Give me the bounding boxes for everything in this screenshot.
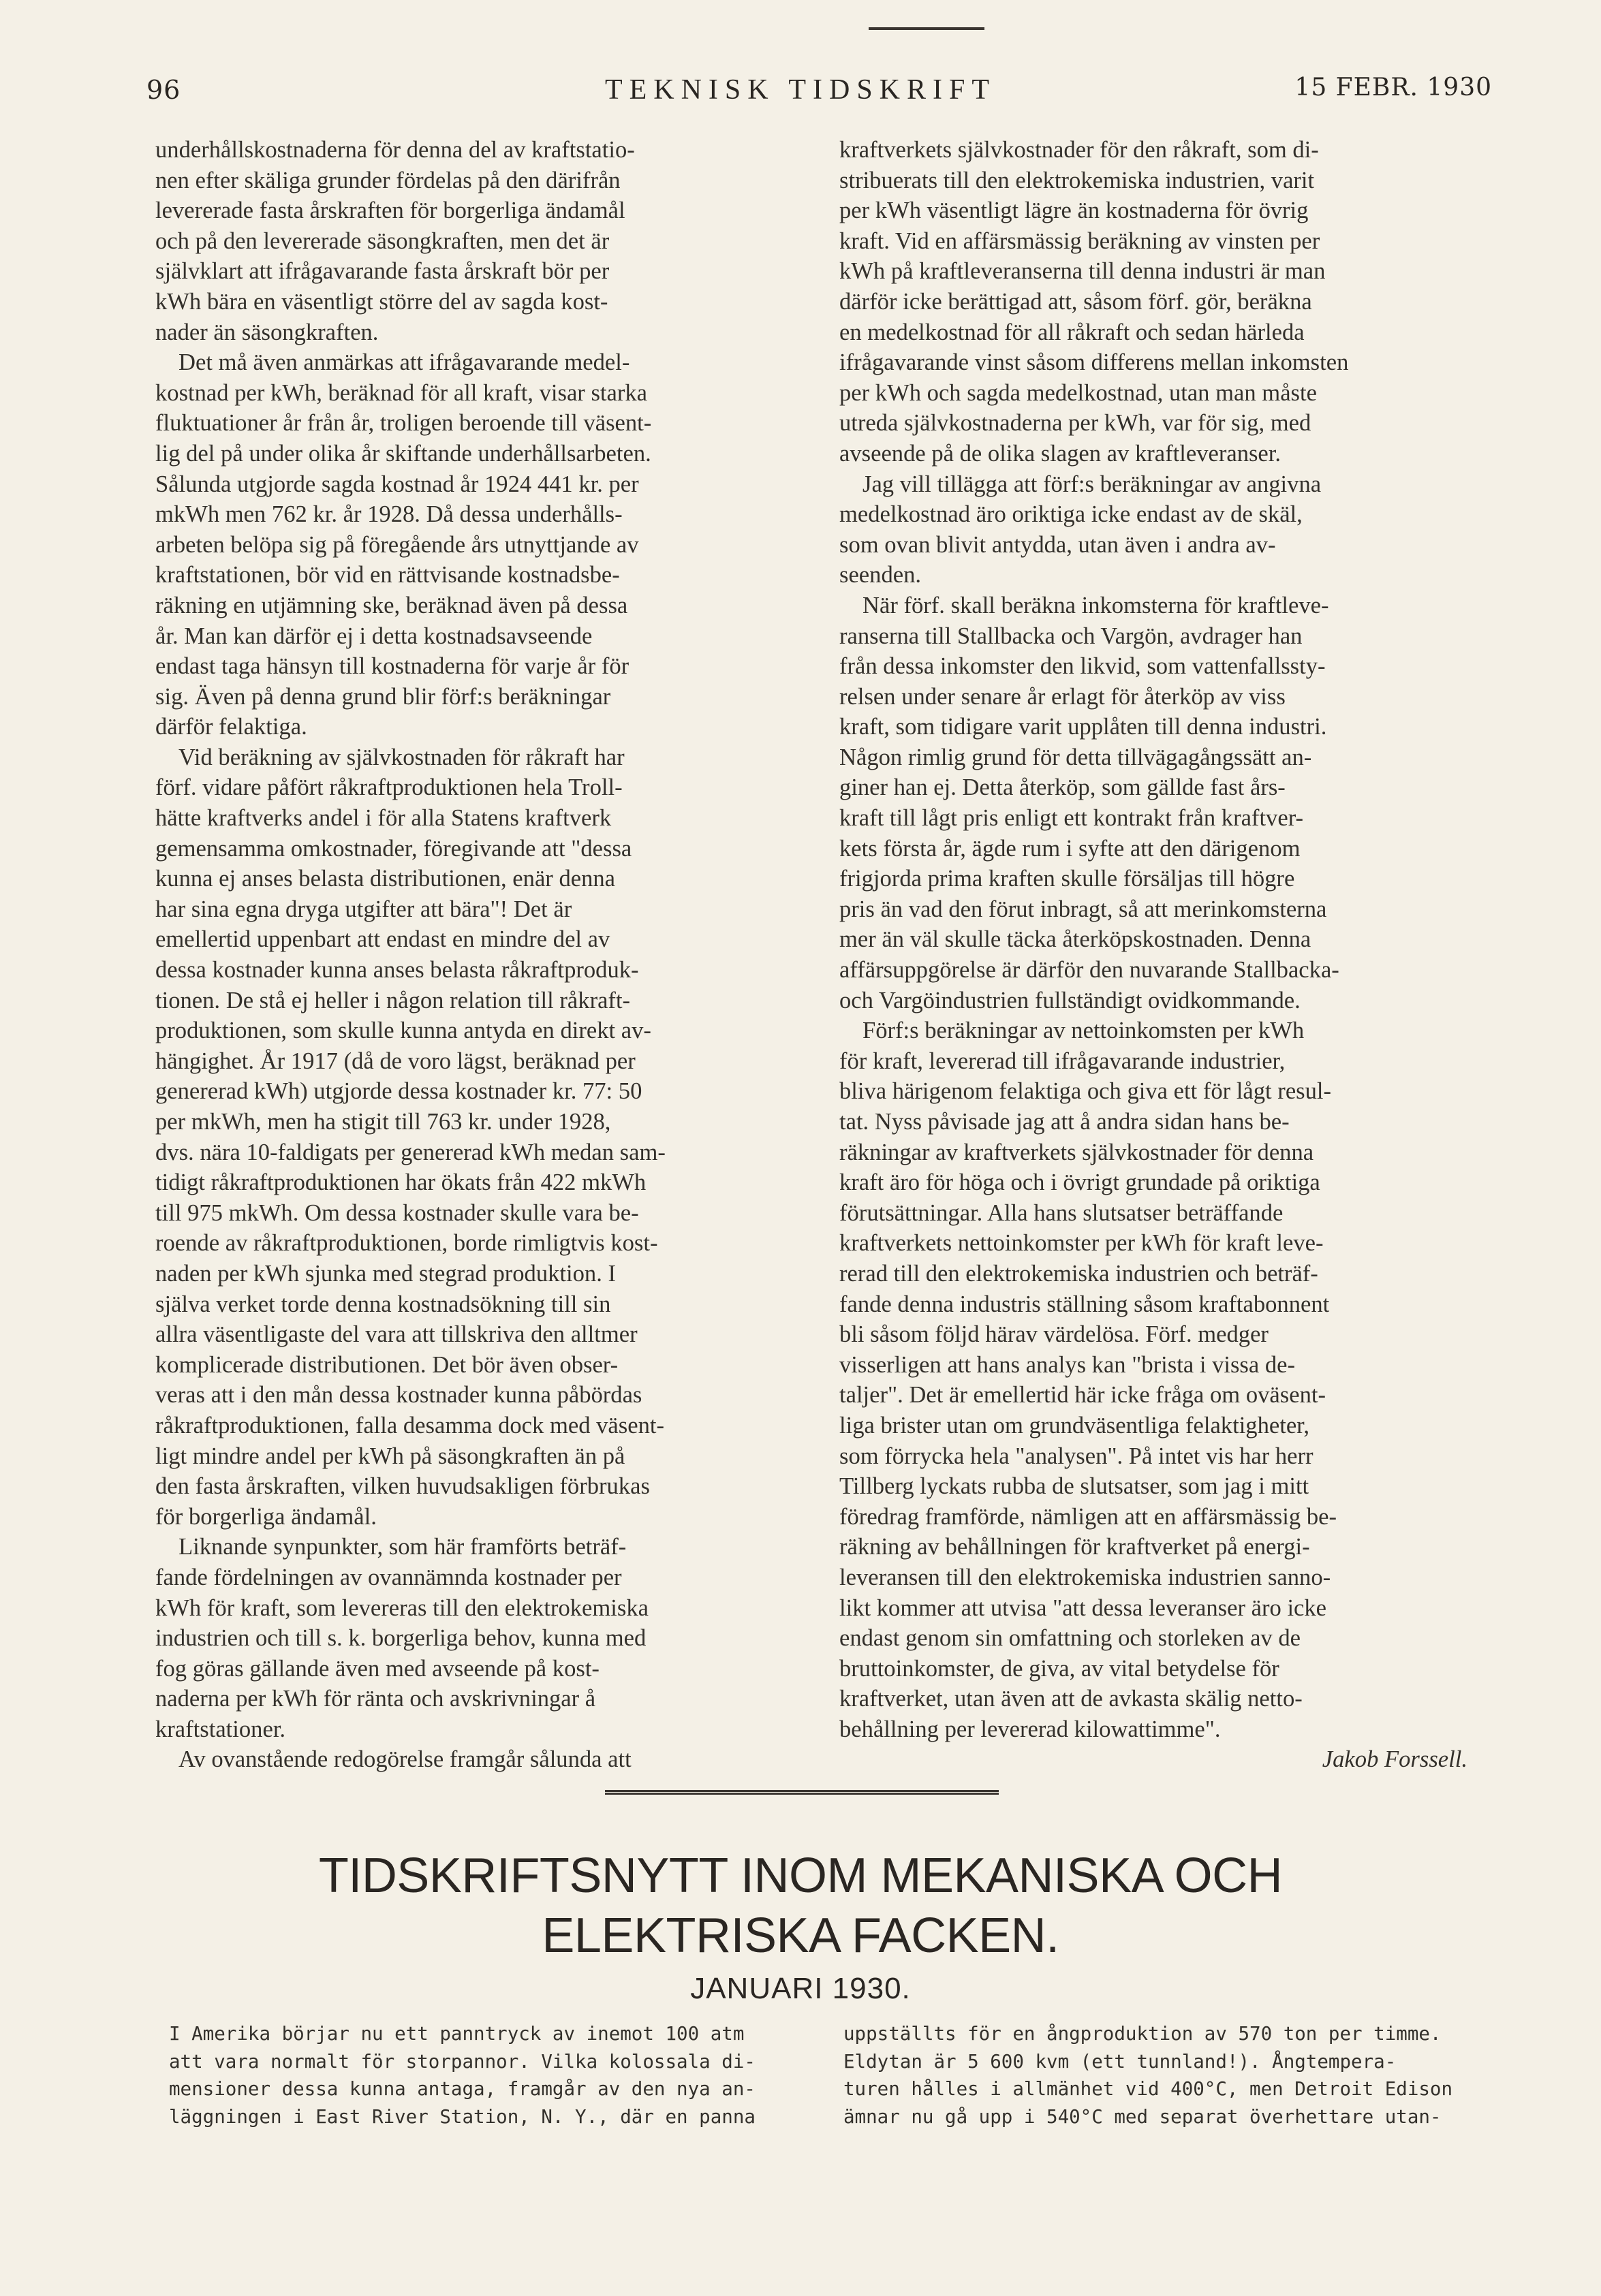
- paragraph: När förf. skall beräkna inkomsterna för kraftleve- ranserna till Stallbacka och Vargön, avdrager han från dessa inkomster den likvid, som vattenfallssty- relsen under senare år erlagt för återköp av viss kraft, som tidigare varit upplåten till denna industri. Någon rimlig grund för detta tillvägagångssätt an- giner han ej. Detta återköp, som gällde fast års- kraft till lågt pris enligt ett kontrakt från kraftver- kets första år, ägde rum i syfte att den därigenom frigjorda prima kraften skulle försäljas till högre pris än vad den förut inbragt, så att merinkomsterna mer än väl skulle täcka återköpskostnaden. Denna affärsuppgörelse är därför den nuvarande Stallbacka- och Vargöindustrien fullständigt ovidkommande.: [839, 592, 1339, 1013]
- section-subtitle: JANUARI 1930.: [690, 1972, 911, 2005]
- paragraph: Av ovanstående redogörelse framgår sålunda att: [178, 1746, 632, 1773]
- paragraph: kraftverkets självkostnader för den råkraft, som di- stribuerats till den elektrokemiska industrien, varit per kWh väsentligt lägre än kostnaderna för övrig kraft. Vid en affärsmässig beräkning av vinsten per kWh på kraftleveranserna till denna industri är man därför icke berättigad att, såsom förf. gör, beräkna en medelkostnad för all råkraft och sedan härleda ifrågavarande vinst såsom differens mellan inkomsten per kWh och sagda medelkostnad, utan man måste utreda självkostnaderna per kWh, var för sig, med avseende på de olika slagen av kraftleveranser.: [839, 137, 1349, 467]
- paragraph: uppställts för en ångproduktion av 570 ton per timme. Eldytan är 5 600 kvm (ett tunnland!). Ångtempera- turen hålles i allmänhet vid 400°C, men Detroit Edison ämnar nu gå upp i 540°C med separat överhettare utan-: [843, 2023, 1453, 2128]
- journal-title: TEKNISK TIDSKRIFT: [604, 74, 997, 106]
- section-title: TIDSKRIFTSNYTT INOM MEKANISKA OCH ELEKTRISKA FACKEN.: [318, 1849, 1283, 1963]
- paragraph: Vid beräkning av självkostnaden för råkraft har förf. vidare påfört råkraftproduktionen hela Troll- hätte kraftverks andel i för alla Statens kraftverk gemensamma omkostnader, föregivande att "dessa kunna ej anses belasta distributionen, enär denna har sina egna dryga utgifter att bära"! Det är emellertid uppenbart att endast en mindre del av dessa kostnader kunna anses belasta råkraftproduk- tionen. De stå ej heller i någon relation till råkraft- produktionen, som skulle kunna antyda en direkt av- hängighet. År 1917 (då de voro lägst, beräknad per genererad kWh) utgjorde dessa kostnader kr. 77: 50 per mkWh, men ha stigit till 763 kr. under 1928, dvs. nära 10-faldigats per genererad kWh medan sam- tidigt råkraftproduktionen har ökats från 422 mkWh till 975 mkWh. Om dessa kostnader skulle vara be- roende av råkraftproduktionen, borde rimligtvis kost- naden per kWh sjunka med stegrad produktion. I själva verket torde denna kostnadsökning till sin allra väsentligaste del vara att tillskriva den alltmer komplicerade distributionen. Det bör även obser- veras att i den mån dessa kostnader kunna påbördas råkraftproduktionen, falla desamma dock med väsent- ligt mindre andel per kWh på säsongkraften än på den fasta årskraften, vilken huvudsakligen förbrukas för borgerliga ändamål.: [155, 744, 666, 1530]
- paragraph: Det må även anmärkas att ifrågavarande medel- kostnad per kWh, beräknad för all kraft, visar starka fluktuationer år från år, troligen beroende till väsent- lig del på under olika år skiftande underhållsarbeten. Sålunda utgjorde sagda kostnad år 1924 441 kr. per mkWh men 762 kr. år 1928. Då dessa underhålls- arbeten belöpa sig på föregående års utnyttjande av kraftstationen, bör vid en rättvisande kostnadsbe- räkning en utjämning ske, beräknad även på dessa år. Man kan därför ej i detta kostnadsavseende endast taga hänsyn till kostnaderna för varje år för sig. Även på denna grund blir förf:s beräkningar därför felaktiga.: [155, 349, 652, 740]
- author-signature: Jakob Forssell.: [1322, 1746, 1467, 1773]
- right-column: [839, 135, 1495, 1775]
- page-number: 96: [146, 75, 181, 105]
- top-margin-mark: [869, 27, 984, 30]
- paragraph: I Amerika börjar nu ett panntryck av inemot 100 atm att vara normalt för storpannor. Vilka kolossala di- mensioner dessa kunna antaga, framgår av den nya an- läggningen i East River Station, N. Y., där en panna: [169, 2023, 756, 2128]
- bottom-left-column: [169, 2020, 809, 2130]
- paragraph: Jag vill tillägga att förf:s beräkningar av angivna medelkostnad äro oriktiga icke endast av de skäl, som ovan blivit antydda, utan även i andra av- seenden.: [839, 471, 1322, 588]
- paragraph: Förf:s beräkningar av nettoinkomsten per kWh för kraft, levererad till ifrågavarande industrier, bliva härigenom felaktiga och giva ett för lågt resul- tat. Nyss påvisade jag att å andra sidan hans be- räkningar av kraftverkets självkostnader för denna kraft äro för höga och i övrigt grundade på oriktiga förutsättningar. Alla hans slutsatser beträffande kraftverkets nettoinkomster per kWh för kraft leve- rerad till den elektrokemiska industrien och beträf- fande denna industris ställning såsom kraftabonnent bli såsom följd härav värdelösa. Förf. medger visserligen att hans analys kan "brista i vissa de- taljer". Det är emellertid här icke fråga om oväsent- liga brister utan om grundväsentliga felaktigheter, som förrycka hela "analysen". På intet vis har herr Tillberg lyckats rubba de slutsatser, som jag i mitt föredrag framförde, nämligen att en affärsmässig be- räkning av behållningen för kraftverket på energi- leveransen till den elektrokemiska industrien sanno- likt kommer att utvisa "att dessa leveranser äro icke endast genom sin omfattning och storleken av de bruttoinkomster, de giva, av vital betydelse för kraftverket, utan även att de avkasta skälig netto- behållning per levererad kilowattimme".: [839, 1018, 1337, 1742]
- section-divider: [605, 1790, 999, 1795]
- issue-date: 15 FEBR. 1930: [1294, 74, 1492, 101]
- bottom-right-column: [843, 2020, 1494, 2130]
- left-column: [155, 135, 803, 1775]
- paragraph: Liknande synpunkter, som här framförts beträf- fande fördelningen av ovannämnda kostnader per kWh för kraft, som levereras till den elektrokemiska industrien och till s. k. borgerliga behov, kunna med fog göras gällande även med avseende på kost- naderna per kWh för ränta och avskrivningar å kraftstationer.: [155, 1534, 649, 1742]
- paragraph: underhållskostnaderna för denna del av kraftstatio- nen efter skäliga grunder fördelas på den därifrån levererade fasta årskraften för borgerliga ändamål och på den levererade säsongkraften, men det är självklart att ifrågavarande fasta årskraft bör per kWh bära en väsentligt större del av sagda kost- nader än säsongkraften.: [155, 137, 635, 345]
